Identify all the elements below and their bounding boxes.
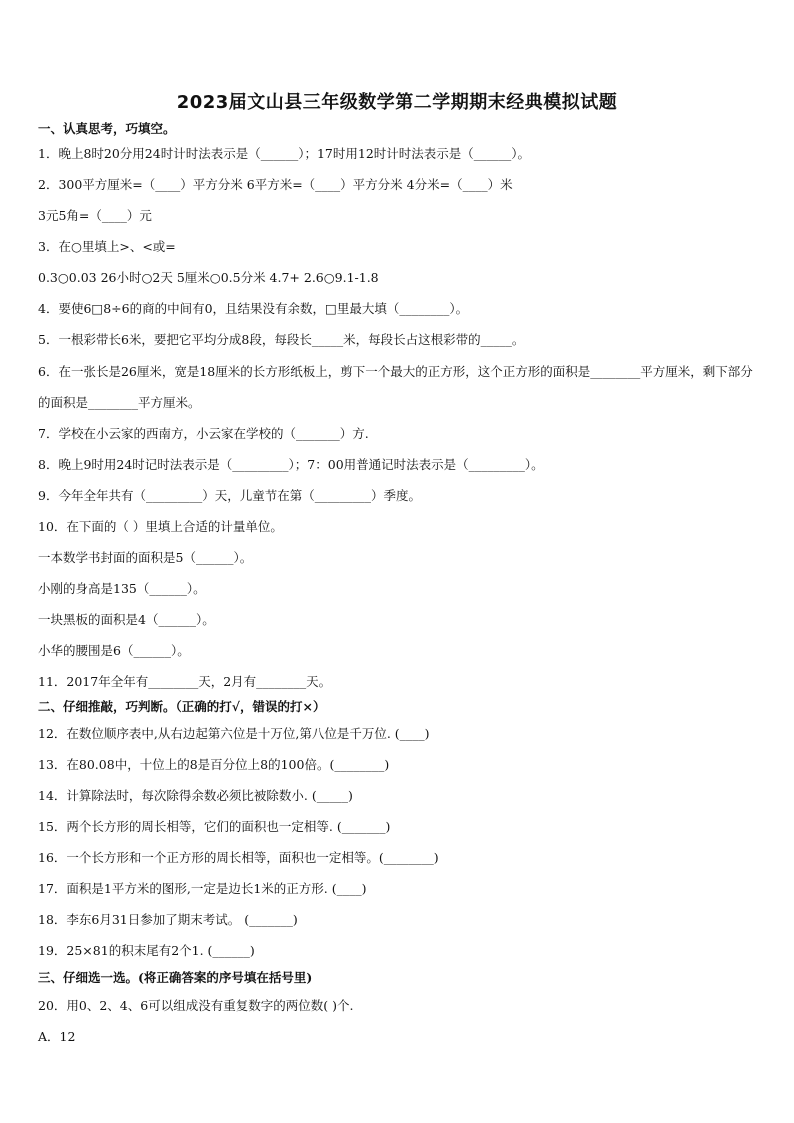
question-10-item-3: 一块黑板的面积是4（______）。 <box>38 612 215 627</box>
question-6: 6．在一张长是26厘米，宽是18厘米的长方形纸板上，剪下一个最大的正方形，这个正方形的面积是________平方厘米，剩下部分的面积是________平方厘米。 <box>38 364 753 410</box>
question-14: 14．计算除法时，每次除得余数必须比被除数小. (_____) <box>38 788 353 803</box>
question-3-items: 0.3○0.03 26小时○2天 5厘米○0.5分米 4.7+ 2.6○9.1-1.8 <box>38 270 379 285</box>
question-12: 12．在数位顺序表中,从右边起第六位是十万位,第八位是千万位. (____) <box>38 726 430 741</box>
section-heading-true-false: 二、仔细推敲，巧判断。（正确的打√，错误的打×） <box>38 699 326 714</box>
question-1: 1．晚上8时20分用24时计时法表示是（______）；17时用12时计时法表示是（______）。 <box>38 146 531 161</box>
page-title: 2023届文山县三年级数学第二学期期末经典模拟试题 <box>176 92 618 113</box>
question-8: 8．晚上9时用24时记时法表示是（_________）；7：00用普通记时法表示是（_________）。 <box>38 457 544 472</box>
question-10-item-4: 小华的腰围是6（______）。 <box>38 643 190 658</box>
question-10: 10．在下面的（ ）里填上合适的计量单位。 <box>38 519 283 534</box>
question-5: 5．一根彩带长6米，要把它平均分成8段，每段长_____米，每段长占这根彩带的_____。 <box>38 332 525 347</box>
question-16: 16．一个长方形和一个正方形的周长相等，面积也一定相等。(________) <box>38 850 439 865</box>
question-19: 19．25×81的积末尾有2个1. (______) <box>38 943 255 958</box>
question-9: 9．今年全年共有（_________）天，儿童节在第（_________）季度。 <box>38 488 421 503</box>
question-2-continued: 3元5角=（____）元 <box>38 208 152 223</box>
question-18: 18．李东6月31日参加了期末考试。 (_______) <box>38 912 298 927</box>
question-20: 20．用0、2、4、6可以组成没有重复数字的两位数( )个. <box>38 998 354 1013</box>
question-11: 11．2017年全年有________天，2月有________天。 <box>38 674 332 689</box>
section-heading-multiple-choice: 三、仔细选一选。(将正确答案的序号填在括号里) <box>38 970 313 985</box>
question-17: 17．面积是1平方米的图形,一定是边长1米的正方形. (____) <box>38 881 367 896</box>
section-heading-fill-blank: 一、认真思考，巧填空。 <box>38 121 176 136</box>
question-4: 4．要使6□8÷6的商的中间有0，且结果没有余数，□里最大填（________）。 <box>38 301 469 316</box>
question-13: 13．在80.08中，十位上的8是百分位上8的100倍。(________) <box>38 757 390 772</box>
question-2: 2．300平方厘米=（____）平方分米 6平方米=（____）平方分米 4分米=（____）米 <box>38 177 513 192</box>
question-3: 3．在○里填上>、<或= <box>38 239 176 254</box>
question-7: 7．学校在小云家的西南方，小云家在学校的（_______）方. <box>38 426 369 441</box>
question-10-item-2: 小刚的身高是135（______）。 <box>38 581 206 596</box>
question-10-item-1: 一本数学书封面的面积是5（______）。 <box>38 550 253 565</box>
question-15: 15．两个长方形的周长相等，它们的面积也一定相等. (_______) <box>38 819 391 834</box>
question-20-option-a: A．12 <box>38 1029 76 1044</box>
